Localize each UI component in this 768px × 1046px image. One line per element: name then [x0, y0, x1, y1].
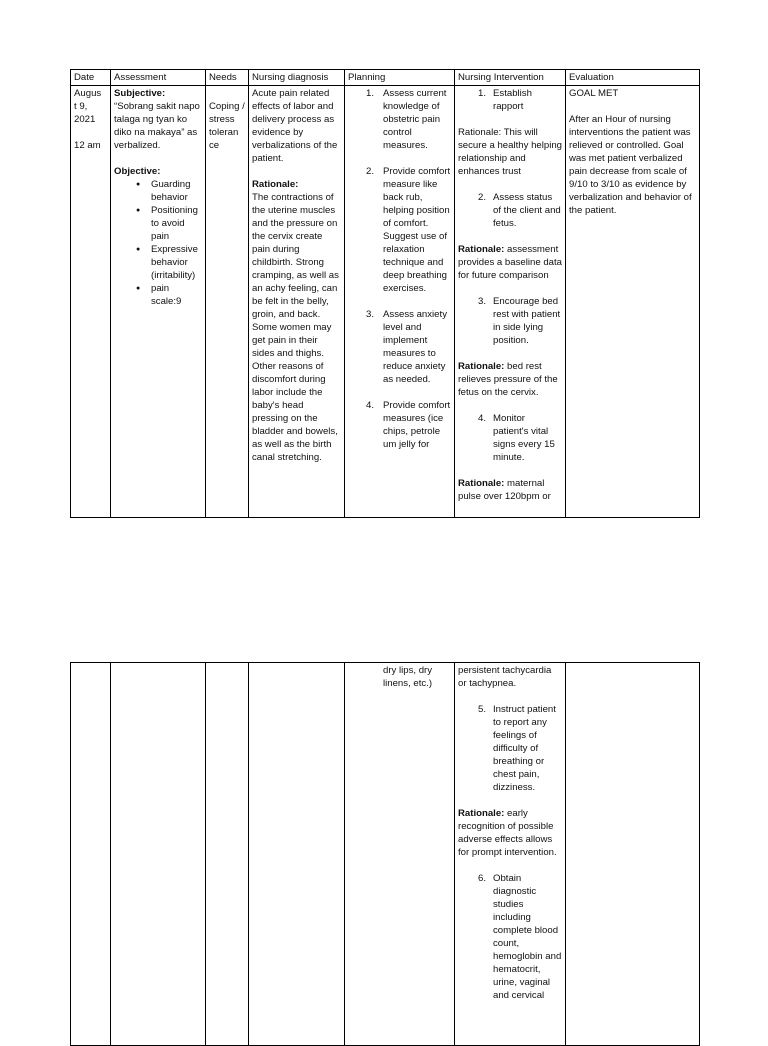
- diagnosis-rationale-text-2: Other reasons of discomfort during labor include the baby's head pressing on the bladder and bowels, as well as the birth canal stretching.: [252, 361, 338, 463]
- rationale-text: [458, 360, 562, 399]
- item-number: 2.: [478, 192, 487, 203]
- item-text: Assess status of the client and fetus.: [493, 192, 561, 229]
- item-text: Provide comfort measure like back rub, helping position of comfort. Suggest use of relaxation technique and deep breathing exercises.: [383, 166, 451, 294]
- list-item: [348, 165, 451, 295]
- item-number: 2.: [366, 166, 375, 177]
- subjective-label: Subjective:: [114, 88, 166, 99]
- diagnosis-cell: [249, 86, 345, 518]
- intervention-cell: [455, 86, 566, 518]
- rationale-body: assessment provides a baseline data for future comparison: [458, 244, 563, 281]
- header-evaluation: Evaluation: [566, 70, 700, 86]
- rationale-label: Rationale:: [458, 361, 505, 372]
- item-number: 4.: [366, 400, 375, 411]
- subjective-text: “Sobrang sakit napo talaga ng tyan ko diko na makaya” as verbalized.: [114, 101, 200, 151]
- rationale-label: Rationale:: [458, 244, 505, 255]
- rationale-text: [458, 807, 562, 859]
- list-item: ● Guarding behavior: [114, 178, 202, 204]
- table-row: [71, 663, 700, 1046]
- list-item: [458, 191, 562, 230]
- evaluation-text: After an Hour of nursing interventions the patient was relieved or controlled. Goal was met patient verbalized pain decrease from scale of 9/10 to 3/10 as evidence by verbalization and behavior of the patient.: [569, 114, 692, 216]
- rationale-text: [458, 243, 562, 282]
- date-line: t 9,: [74, 101, 88, 112]
- diagnosis-rationale-text: The contractions of the uterine muscles and the pressure on the cervix create pain during childbirth. Strong cramping, as well as an achy feeling, can be felt in the belly, groin, and back. Some women may get pain in their sides and thighs.: [252, 192, 339, 359]
- date-line: Augus: [74, 88, 102, 99]
- header-planning: Planning: [345, 70, 455, 86]
- item-text: Provide comfort measures (ice chips, petrole um jelly for: [383, 400, 451, 450]
- list-item: [348, 399, 451, 451]
- header-intervention: Nursing Intervention: [455, 70, 566, 86]
- item-number: 3.: [366, 309, 375, 320]
- item-text: Establish rapport: [493, 88, 532, 112]
- needs-cell: [206, 86, 249, 518]
- item-number: 3.: [478, 296, 487, 307]
- header-row: [71, 70, 700, 86]
- header-diagnosis: Nursing diagnosis: [249, 70, 345, 86]
- item-text: Monitor patient's vital signs every 15 minute.: [493, 413, 555, 463]
- rationale-text: Rationale: This will secure a healthy helping relationship and enhances trust: [458, 127, 563, 177]
- date-cell: [71, 86, 111, 518]
- date-cell: [71, 663, 111, 1046]
- list-item: [348, 87, 451, 152]
- item-text: Obtain diagnostic studies including complete blood count, hemoglobin and hematocrit, urine, vaginal and cervical: [493, 873, 562, 1001]
- item-number: 1.: [478, 88, 487, 99]
- diagnosis-text: Acute pain related effects of labor and delivery process as evidence by verbalizations of the patient.: [252, 88, 338, 164]
- rationale-body: early recognition of possible adverse effects allows for prompt intervention.: [458, 808, 557, 858]
- intervention-cell: [455, 663, 566, 1046]
- rationale-text: [458, 477, 562, 503]
- list-item: ● pain scale:9: [114, 282, 202, 308]
- item-number: 4.: [478, 413, 487, 424]
- item-text: Assess current knowledge of obstetric pain control measures.: [383, 88, 447, 151]
- time-text: 12 am: [74, 140, 101, 151]
- care-plan-table: [70, 69, 700, 518]
- item-text: Instruct patient to report any feelings of difficulty of breathing or chest pain, dizziness.: [493, 704, 556, 793]
- needs-text: Coping / stress toleran ce: [209, 101, 245, 151]
- list-item: [458, 872, 562, 1002]
- care-plan-table-continued: [70, 662, 700, 1046]
- header-assessment: Assessment: [111, 70, 206, 86]
- header-needs: Needs: [206, 70, 249, 86]
- goal-status: GOAL MET: [569, 88, 619, 99]
- assessment-cell: [111, 86, 206, 518]
- item-number: 1.: [366, 88, 375, 99]
- planning-cell: [345, 86, 455, 518]
- table-row: [71, 86, 700, 518]
- objective-list: [114, 178, 202, 308]
- item-number: 6.: [478, 873, 487, 884]
- list-item: ● Expressive behavior (irritability): [114, 243, 202, 282]
- item-text: Encourage bed rest with patient in side lying position.: [493, 296, 561, 346]
- list-item: [458, 412, 562, 464]
- assessment-cell: [111, 663, 206, 1046]
- list-item: [348, 308, 451, 386]
- list-item: ● Positioning to avoid pain: [114, 204, 202, 243]
- list-item: [458, 87, 562, 113]
- rationale-continued: persistent tachycardia or tachypnea.: [458, 665, 552, 689]
- planning-continued: dry lips, dry linens, etc.): [383, 665, 433, 689]
- list-item: [458, 295, 562, 347]
- rationale-label: Rationale:: [458, 808, 505, 819]
- needs-cell: [206, 663, 249, 1046]
- date-line: 2021: [74, 114, 96, 125]
- evaluation-cell: [566, 663, 700, 1046]
- item-number: 5.: [478, 704, 487, 715]
- list-item: [458, 703, 562, 794]
- diagnosis-rationale-label: Rationale:: [252, 179, 299, 190]
- objective-label: Objective:: [114, 166, 161, 177]
- rationale-label: Rationale:: [458, 478, 505, 489]
- evaluation-cell: [566, 86, 700, 518]
- diagnosis-cell: [249, 663, 345, 1046]
- rationale-body: bed rest relieves pressure of the fetus on the cervix.: [458, 361, 558, 398]
- header-date: Date: [71, 70, 111, 86]
- item-text: Assess anxiety level and implement measures to reduce anxiety as needed.: [383, 309, 447, 385]
- planning-list: [348, 87, 451, 451]
- rationale-body: maternal pulse over 120bpm or: [458, 478, 551, 502]
- planning-cell: [345, 663, 455, 1046]
